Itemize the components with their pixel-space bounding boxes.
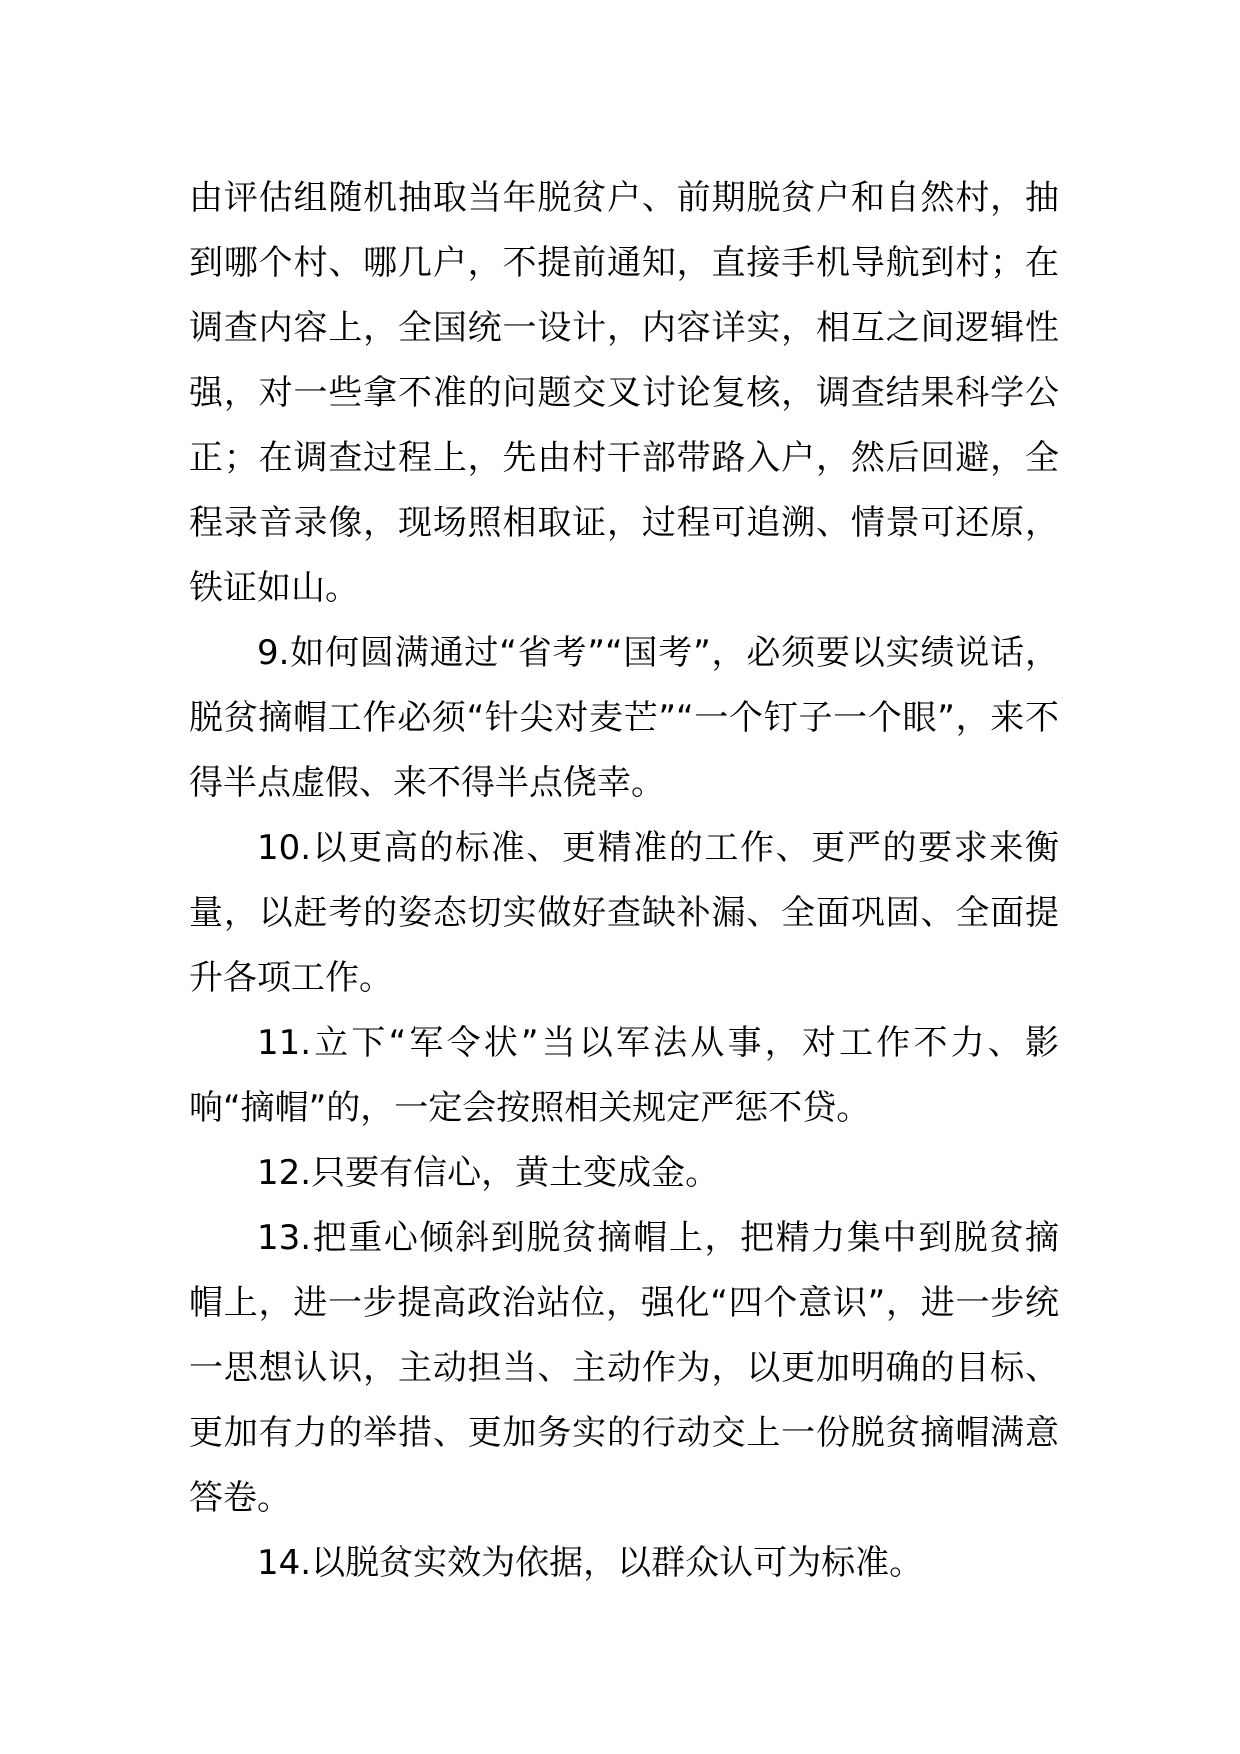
paragraph-continuation: 由评估组随机抽取当年脱贫户、前期脱贫户和自然村，抽到哪个村、哪几户，不提前通知，直接手机导航到村；在调查内容上，全国统一设计，内容详实，相互之间逻辑性强，对一些拿不准的问题交叉讨论复核，调查结果科学公正；在调查过程上，先由村干部带路入户，然后回避，全程录音录像，现场照相取证，过程可追溯、情景可还原，铁证如山。 [189,178,1059,608]
paragraph-item-9: 9.如何圆满通过“省考”“国考”，必须要以实绩说话，脱贫摘帽工作必须“针尖对麦芒”“一个钉子一个眼”，来不得半点虚假、来不得半点侥幸。 [189,633,1059,803]
paragraph-item-11: 11.立下“军令状”当以军法从事，对工作不力、影响“摘帽”的，一定会按照相关规定严惩不贷。 [189,1023,1059,1128]
paragraph-item-12: 12.只要有信心，黄土变成金。 [257,1153,720,1193]
paragraph-item-10: 10.以更高的标准、更精准的工作、更严的要求来衡量，以赶考的姿态切实做好查缺补漏、全面巩固、全面提升各项工作。 [189,828,1059,998]
paragraph-item-14: 14.以脱贫实效为依据，以群众认可为标准。 [257,1543,924,1583]
document-body [189,166,1059,1596]
paragraph-item-13: 13.把重心倾斜到脱贫摘帽上，把精力集中到脱贫摘帽上，进一步提高政治站位，强化“四个意识”，进一步统一思想认识，主动担当、主动作为，以更加明确的目标、更加有力的举措、更加务实的行动交上一份脱贫摘帽满意答卷。 [189,1218,1059,1518]
